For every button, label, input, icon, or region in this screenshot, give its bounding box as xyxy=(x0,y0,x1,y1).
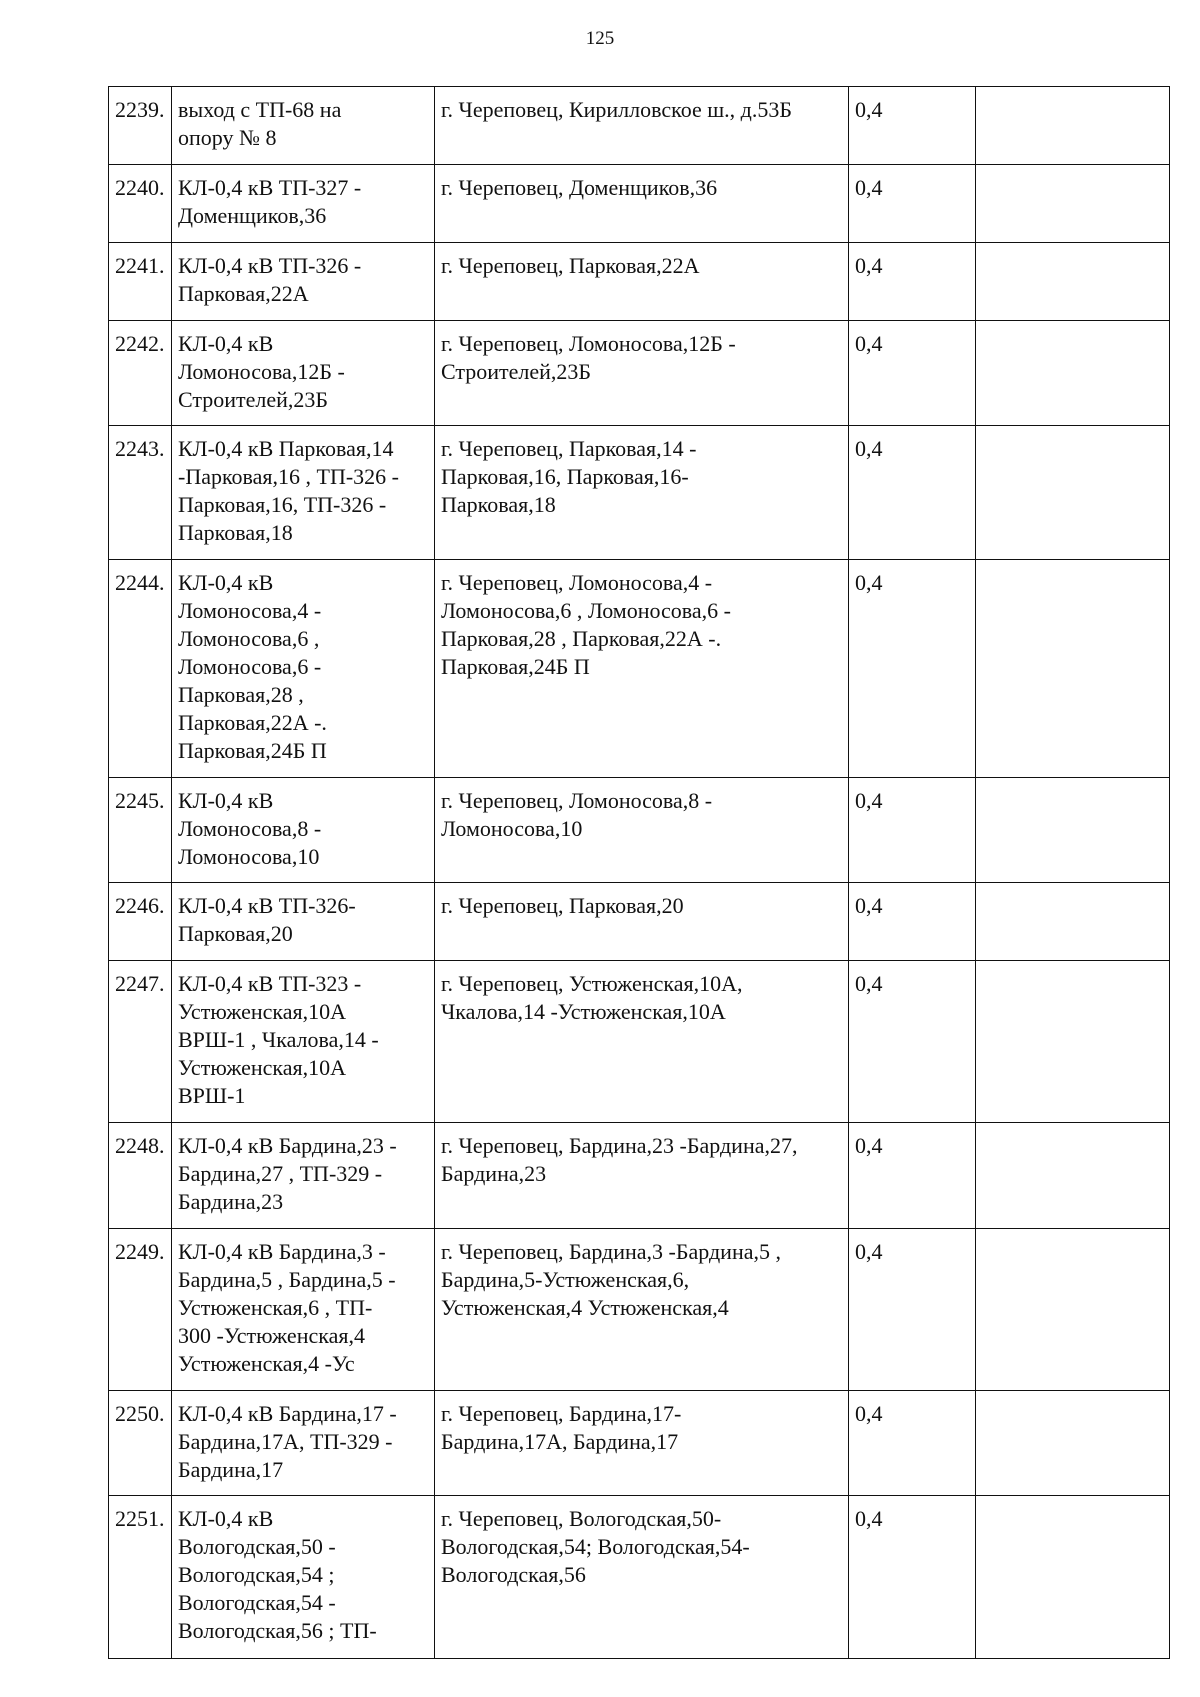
voltage-cell: 0,4 xyxy=(849,778,976,883)
empty-cell xyxy=(976,560,1170,778)
voltage-cell: 0,4 xyxy=(849,321,976,426)
empty-cell xyxy=(976,165,1170,243)
row-number-cell: 2250. xyxy=(109,1391,172,1496)
table-row xyxy=(109,1496,1170,1659)
row-number-cell: 2243. xyxy=(109,426,172,560)
table-row xyxy=(109,1229,1170,1391)
row-number-cell: 2251. xyxy=(109,1496,172,1659)
voltage-cell: 0,4 xyxy=(849,1123,976,1229)
address-cell: г. Череповец, Парковая,22А xyxy=(435,243,849,321)
address-cell: г. Череповец, Парковая,20 xyxy=(435,883,849,961)
address-cell: г. Череповец, Бардина,3 -Бардина,5 , Бардина,5-Устюженская,6, Устюженская,4 Устюженская,4 xyxy=(435,1229,849,1391)
object-name-cell: КЛ-0,4 кВ ТП-323 - Устюженская,10А ВРШ-1 , Чкалова,14 - Устюженская,10А ВРШ-1 xyxy=(172,961,435,1123)
address-cell: г. Череповец, Ломоносова,4 - Ломоносова,6 , Ломоносова,6 - Парковая,28 , Парковая,22А -. Парковая,24Б П xyxy=(435,560,849,778)
table-row xyxy=(109,883,1170,961)
empty-cell xyxy=(976,1229,1170,1391)
table-row xyxy=(109,165,1170,243)
object-name-cell: КЛ-0,4 кВ ТП-326- Парковая,20 xyxy=(172,883,435,961)
object-name-cell: КЛ-0,4 кВ Бардина,17 - Бардина,17А, ТП-329 - Бардина,17 xyxy=(172,1391,435,1496)
object-name-cell: КЛ-0,4 кВ ТП-327 - Доменщиков,36 xyxy=(172,165,435,243)
row-number-cell: 2245. xyxy=(109,778,172,883)
address-cell: г. Череповец, Вологодская,50- Вологодская,54; Вологодская,54- Вологодская,56 xyxy=(435,1496,849,1659)
row-number-cell: 2242. xyxy=(109,321,172,426)
voltage-cell: 0,4 xyxy=(849,1496,976,1659)
address-cell: г. Череповец, Кирилловское ш., д.53Б xyxy=(435,87,849,165)
voltage-cell: 0,4 xyxy=(849,560,976,778)
voltage-cell: 0,4 xyxy=(849,165,976,243)
object-name-cell: КЛ-0,4 кВ Парковая,14 -Парковая,16 , ТП-326 - Парковая,16, ТП-326 - Парковая,18 xyxy=(172,426,435,560)
object-name-cell: КЛ-0,4 кВ ТП-326 - Парковая,22А xyxy=(172,243,435,321)
table-row xyxy=(109,426,1170,560)
voltage-cell: 0,4 xyxy=(849,961,976,1123)
table-row xyxy=(109,961,1170,1123)
object-name-cell: КЛ-0,4 кВ Бардина,3 - Бардина,5 , Бардина,5 - Устюженская,6 , ТП- 300 -Устюженская,4 Устюженская,4 -Ус xyxy=(172,1229,435,1391)
row-number-cell: 2241. xyxy=(109,243,172,321)
object-name-cell: КЛ-0,4 кВ Бардина,23 - Бардина,27 , ТП-329 - Бардина,23 xyxy=(172,1123,435,1229)
address-cell: г. Череповец, Ломоносова,12Б - Строителей,23Б xyxy=(435,321,849,426)
empty-cell xyxy=(976,1496,1170,1659)
object-name-cell: КЛ-0,4 кВ Вологодская,50 - Вологодская,54 ; Вологодская,54 - Вологодская,56 ; ТП- xyxy=(172,1496,435,1659)
address-cell: г. Череповец, Ломоносова,8 - Ломоносова,10 xyxy=(435,778,849,883)
voltage-cell: 0,4 xyxy=(849,426,976,560)
row-number-cell: 2244. xyxy=(109,560,172,778)
address-cell: г. Череповец, Бардина,17- Бардина,17А, Бардина,17 xyxy=(435,1391,849,1496)
object-name-cell: КЛ-0,4 кВ Ломоносова,4 - Ломоносова,6 , Ломоносова,6 - Парковая,28 , Парковая,22А -. Парковая,24Б П xyxy=(172,560,435,778)
row-number-cell: 2240. xyxy=(109,165,172,243)
table-row xyxy=(109,560,1170,778)
registry-table xyxy=(108,86,1170,1659)
table-row xyxy=(109,778,1170,883)
row-number-cell: 2249. xyxy=(109,1229,172,1391)
page-number: 125 xyxy=(585,28,615,49)
empty-cell xyxy=(976,961,1170,1123)
table-row xyxy=(109,243,1170,321)
row-number-cell: 2239. xyxy=(109,87,172,165)
table-row xyxy=(109,1123,1170,1229)
empty-cell xyxy=(976,883,1170,961)
address-cell: г. Череповец, Устюженская,10А, Чкалова,14 -Устюженская,10А xyxy=(435,961,849,1123)
empty-cell xyxy=(976,1391,1170,1496)
address-cell: г. Череповец, Бардина,23 -Бардина,27, Бардина,23 xyxy=(435,1123,849,1229)
empty-cell xyxy=(976,426,1170,560)
voltage-cell: 0,4 xyxy=(849,1229,976,1391)
row-number-cell: 2247. xyxy=(109,961,172,1123)
address-cell: г. Череповец, Парковая,14 - Парковая,16, Парковая,16- Парковая,18 xyxy=(435,426,849,560)
registry-table-body xyxy=(109,87,1170,1659)
empty-cell xyxy=(976,87,1170,165)
address-cell: г. Череповец, Доменщиков,36 xyxy=(435,165,849,243)
row-number-cell: 2248. xyxy=(109,1123,172,1229)
empty-cell xyxy=(976,1123,1170,1229)
empty-cell xyxy=(976,321,1170,426)
voltage-cell: 0,4 xyxy=(849,243,976,321)
voltage-cell: 0,4 xyxy=(849,1391,976,1496)
object-name-cell: КЛ-0,4 кВ Ломоносова,12Б - Строителей,23Б xyxy=(172,321,435,426)
voltage-cell: 0,4 xyxy=(849,87,976,165)
object-name-cell: выход с ТП-68 на опору № 8 xyxy=(172,87,435,165)
empty-cell xyxy=(976,243,1170,321)
table-row xyxy=(109,1391,1170,1496)
empty-cell xyxy=(976,778,1170,883)
object-name-cell: КЛ-0,4 кВ Ломоносова,8 - Ломоносова,10 xyxy=(172,778,435,883)
table-row xyxy=(109,321,1170,426)
row-number-cell: 2246. xyxy=(109,883,172,961)
table-row xyxy=(109,87,1170,165)
voltage-cell: 0,4 xyxy=(849,883,976,961)
